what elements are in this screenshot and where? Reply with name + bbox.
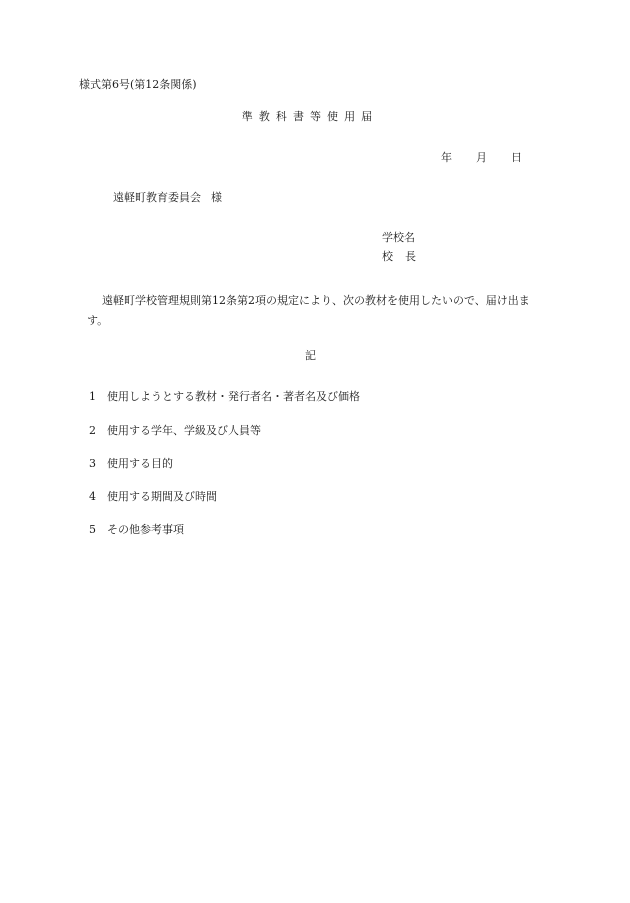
document-title: 準教科書等使用届 (241, 110, 379, 123)
date-year-label: 年 (441, 151, 452, 164)
principal-label-second: 長 (405, 250, 416, 263)
item-number: 1 (89, 390, 96, 403)
list-item (89, 425, 261, 436)
addressee-name: 遠軽町教育委員会 (113, 191, 201, 204)
addressee (113, 192, 222, 203)
list-item (89, 491, 217, 502)
item-number: 5 (89, 523, 96, 536)
item-text: 使用する期間及び時間 (107, 490, 217, 503)
date-line (441, 152, 522, 163)
item-text: 使用する目的 (107, 457, 173, 470)
item-number: 4 (89, 490, 96, 503)
addressee-honorific: 様 (211, 191, 222, 204)
ki-heading: 記 (305, 349, 316, 362)
principal-label-first: 校 (382, 250, 393, 263)
item-number: 3 (89, 457, 96, 470)
form-number: 様式第6号(第12条関係) (79, 78, 197, 91)
list-item (89, 391, 360, 402)
item-text: 使用しようとする教材・発行者名・著者名及び価格 (107, 390, 360, 403)
body-text: 遠軽町学校管理規則第12条第2項の規定により、次の教材を使用したいので、届け出ます。 (87, 294, 530, 327)
date-month-label: 月 (476, 151, 487, 164)
list-item (89, 458, 173, 469)
school-name-label: 学校名 (382, 231, 415, 244)
date-day-label: 日 (511, 151, 522, 164)
item-text: その他参考事項 (107, 523, 184, 536)
item-number: 2 (89, 424, 96, 437)
principal-label (382, 251, 416, 262)
item-text: 使用する学年、学級及び人員等 (107, 424, 261, 437)
list-item (89, 524, 184, 535)
